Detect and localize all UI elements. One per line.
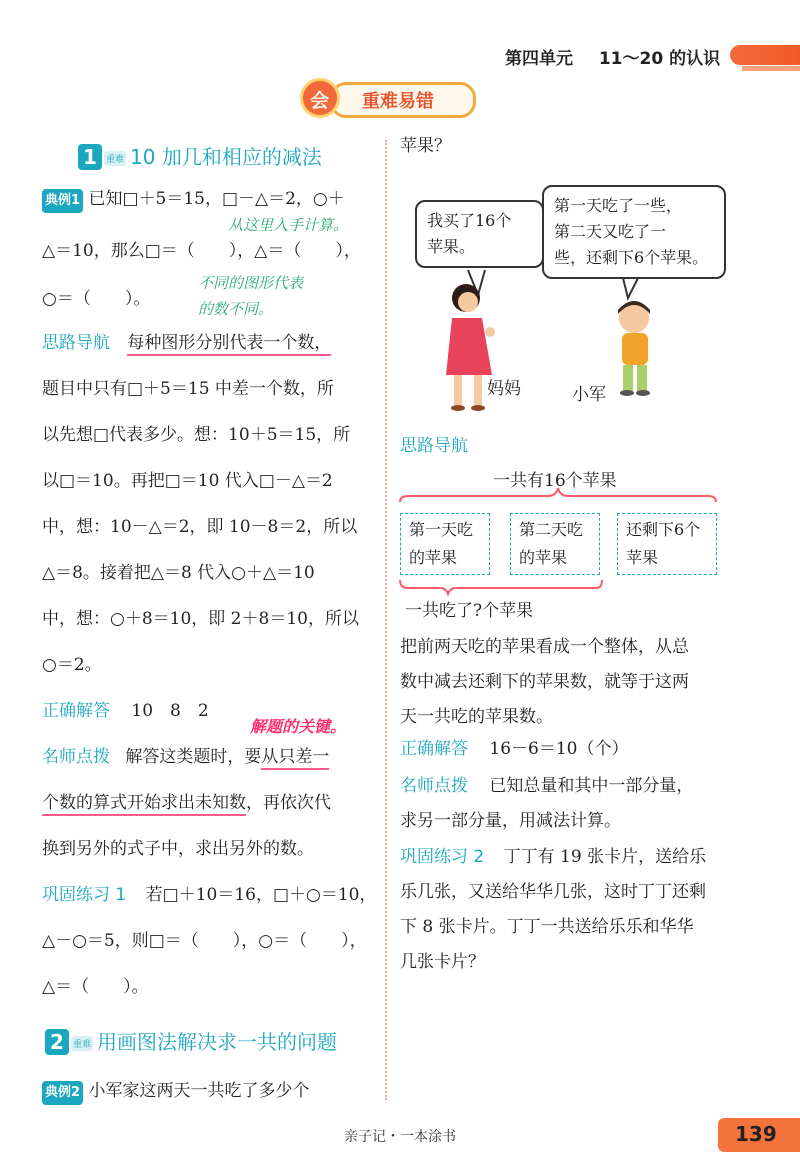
- section-1-number: 1: [78, 144, 102, 170]
- bottom-brace: [400, 580, 602, 594]
- thinking-2-line-3: 天一共吃的苹果数。: [400, 707, 553, 727]
- practice-1-line-2: △－○＝5，则□＝（ ），○＝（ ），: [42, 931, 367, 951]
- unit-label: 第四单元: [505, 49, 573, 69]
- handwritten-note-1: 从这里入手计算。: [228, 216, 349, 234]
- handwritten-note-2b: 的数不同。: [198, 300, 274, 318]
- thinking-1-line-8: ○＝2。: [42, 655, 102, 675]
- practice-1-line-1: 巩固练习 1 若□＋10＝16，□＋○＝10，: [42, 885, 377, 905]
- answer-1-text: 10 8 2: [131, 701, 209, 721]
- boy-label: 小军: [572, 385, 606, 405]
- example-2-badge: 典例2: [42, 1081, 83, 1105]
- thinking-1-line-3: 以先想□代表多少。想：10＋5＝15，所: [42, 425, 351, 445]
- example-2-line-1: 典例2 小军家这两天一共吃了多少个: [42, 1080, 309, 1105]
- diagram-total-label: 一共有16个苹果: [493, 471, 617, 491]
- diagram-box-remaining: 还剩下6个 苹果: [617, 513, 717, 575]
- section-2-title: 用画图法解决求一共的问题: [97, 1030, 338, 1054]
- thinking-1-line-4: 以□＝10。再把□＝10 代入□－△＝2: [42, 471, 333, 491]
- answer-2-text: 16－6＝10（个）: [489, 739, 629, 759]
- mom-label: 妈妈: [487, 379, 521, 399]
- unit-topic: 11～20 的认识: [598, 49, 721, 69]
- tip-1-line-3: 换到另外的式子中，求出另外的数。: [42, 839, 314, 859]
- mom-speech-bubble: 我买了16个 苹果。: [415, 200, 544, 268]
- answer-1-label: 正确解答: [42, 701, 110, 721]
- practice-2-line-2: 乐几张，又送给华华几张，这时丁丁还剩: [400, 882, 706, 902]
- example-1-line-2: △＝10，那么□＝（ ），△＝（ ），: [42, 241, 361, 261]
- section-2-tag: 重难: [71, 1036, 93, 1051]
- section-1-title: 10 加几和相应的减法: [130, 145, 322, 169]
- boy-speech-bubble: 第一天吃了一些， 第二天又吃了一 些，还剩下6个苹果。: [542, 185, 726, 279]
- example-1-line-1: 典例1 已知□＋5＝15，□－△＝2，○＋: [42, 188, 345, 213]
- boy-figure-icon: [618, 301, 650, 396]
- thinking-1-line-2: 题目中只有□＋5＝15 中差一个数，所: [42, 379, 334, 399]
- example-1-badge: 典例1: [42, 189, 83, 213]
- practice-2-line-4: 几张卡片？: [400, 952, 485, 972]
- thinking-2-label: 思路导航: [400, 436, 468, 456]
- tip-2-line-1: 名师点拨 已知总量和其中一部分量，: [400, 776, 694, 796]
- handwritten-note-2a: 不同的图形代表: [198, 274, 304, 292]
- tip-1-line-2: 个数的算式开始求出未知数，再依次代: [42, 792, 331, 814]
- section-1-tag: 重难: [104, 151, 126, 166]
- practice-2-label: 巩固练习 2: [400, 847, 485, 867]
- answer-2-label: 正确解答: [400, 739, 468, 759]
- section-2-number: 2: [45, 1029, 69, 1055]
- answer-2: [400, 738, 629, 760]
- practice-1-label: 巩固练习 1: [42, 885, 127, 905]
- banner-badge-icon: 会: [300, 78, 340, 118]
- thinking-1-label: 思路导航: [42, 333, 110, 353]
- page-number: 139: [735, 1122, 777, 1146]
- example-2-line-2: 苹果？: [400, 136, 451, 156]
- diagram-box-day1: 第一天吃 的苹果: [400, 513, 490, 575]
- tip-1-line-1: 名师点拨 解答这类题时，要从只差一: [42, 746, 329, 768]
- tip-1-label: 名师点拨: [42, 747, 110, 767]
- thinking-2-line-2: 数中减去还剩下的苹果数，就等于这两: [400, 672, 689, 692]
- handwritten-note-3: 解题的关键。: [250, 717, 347, 736]
- example-1-line-3: ○＝（ ）。: [42, 289, 151, 309]
- practice-1-line-3: △＝（ ）。: [42, 977, 149, 997]
- tip-2-line-2: 求另一部分量，用减法计算。: [400, 811, 621, 831]
- practice-2-line-1: 巩固练习 2 丁丁有 19 张卡片，送给乐: [400, 847, 707, 867]
- diagram-eaten-label: 一共吃了?个苹果: [405, 601, 534, 621]
- banner-title: 重难易错: [362, 91, 434, 112]
- footer-text: 亲子记・一本涂书: [344, 1129, 456, 1145]
- thinking-1-line-7: 中，想：○＋8＝10，即 2＋8＝10，所以: [42, 609, 359, 629]
- thinking-2-line-1: 把前两天吃的苹果看成一个整体，从总: [400, 637, 689, 657]
- thinking-1-line-5: 中，想：10－△＝2，即 10－8＝2，所以: [42, 517, 358, 537]
- practice-2-line-3: 下 8 张卡片。丁丁一共送给乐乐和华华: [400, 917, 694, 937]
- tip-2-label: 名师点拨: [400, 776, 468, 796]
- diagram-box-day2: 第二天吃 的苹果: [510, 513, 600, 575]
- thinking-1-line-6: △＝8。接着把△＝8 代入○＋△＝10: [42, 563, 315, 583]
- thinking-1-line-1: 思路导航 每种图形分别代表一个数，: [42, 332, 331, 354]
